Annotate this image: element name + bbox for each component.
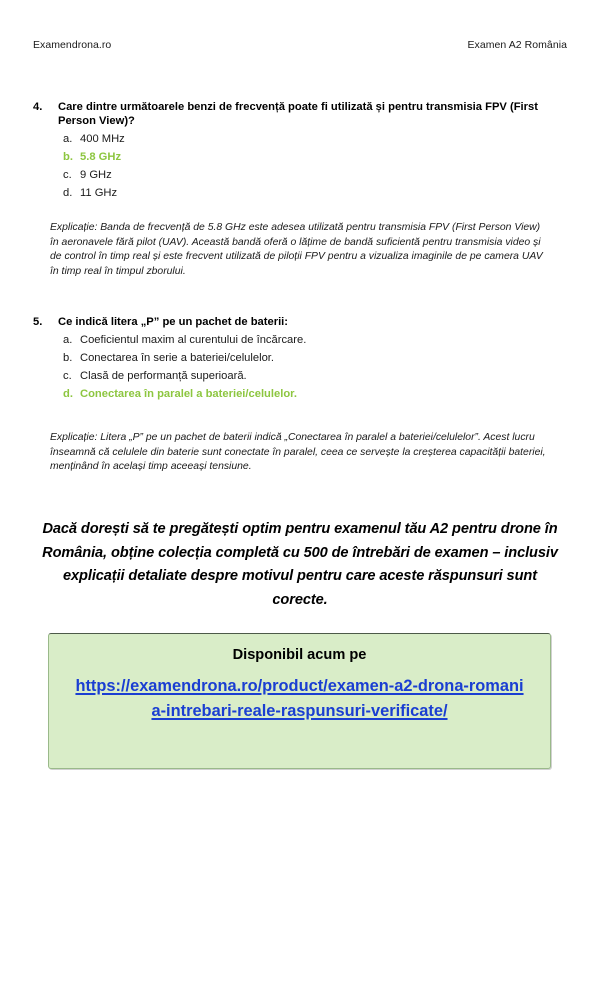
answer-letter: c. [63, 370, 72, 383]
answer-text: 11 GHz [80, 187, 118, 200]
cta-title: Disponibil acum pe [232, 647, 367, 663]
answer-letter: a. [63, 133, 73, 146]
question-block-4 [0, 100, 600, 202]
header-site-name: Examendrona.ro [33, 39, 112, 51]
answer-option-correct[interactable] [0, 385, 600, 403]
question-heading [0, 100, 600, 128]
explanation-text-4: Explicație: Banda de frecvență de 5.8 GHz este adesea utilizată pentru transmisia FPV (First Person View) în aeronavele fără pilot (UAV). Această bandă oferă o lățime de bandă suficientă pentru transmisia video și de control în timp real și este frecvent utilizată de piloții FPV pentru a vizualiza imaginile de pe camera UAV în timp real în timpul zborului. [50, 222, 543, 277]
answer-text: 5.8 GHz [80, 151, 122, 164]
question-text: Care dintre următoarele benzi de frecvență poate fi utilizată și pentru transmisia FPV (First Person View)? [58, 101, 538, 128]
answer-option[interactable] [0, 331, 600, 349]
answer-letter: a. [63, 334, 73, 347]
answer-letter: c. [63, 169, 72, 182]
question-number: 5. [33, 316, 43, 328]
answer-text: Clasă de performanță superioară. [80, 370, 247, 383]
answer-text: 400 MHz [80, 133, 125, 146]
answer-option[interactable] [0, 184, 600, 202]
answer-letter: b. [63, 151, 73, 164]
answer-option[interactable] [0, 349, 600, 367]
explanation-text-5: Explicație: Litera „P” pe un pachet de baterii indică „Conectarea în paralel a bateriei/celulelor”. Acest lucru înseamnă că celulele din baterie sunt conectate în paralel, ceea ce servește la creșterea capacității bateriei, menținând în același timp aceeași tensiune. [50, 432, 546, 473]
answer-letter: d. [63, 187, 73, 200]
answer-list [0, 130, 600, 202]
promo-paragraph: Dacă dorești să te pregătești optim pentru examenul tău A2 pentru drone în România, obține colecția completă cu 500 de întrebări de examen – inclusiv explicații detaliate despre motivul pentru care aceste răspunsuri sunt corecte. [42, 521, 558, 608]
answer-option-correct[interactable] [0, 148, 600, 166]
answer-text: Coeficientul maxim al curentului de încărcare. [80, 334, 307, 347]
answer-list [0, 331, 600, 403]
cta-box [48, 633, 551, 769]
answer-text: 9 GHz [80, 169, 112, 182]
running-header [33, 39, 567, 51]
question-number: 4. [33, 101, 43, 113]
header-exam-title: Examen A2 România [467, 39, 567, 51]
answer-text: Conectarea în paralel a bateriei/celulelor. [80, 388, 298, 401]
answer-letter: d. [63, 388, 73, 401]
question-heading [0, 315, 600, 329]
answer-letter: b. [63, 352, 73, 365]
answer-option[interactable] [0, 130, 600, 148]
question-text: Ce indică litera „P” pe un pachet de baterii: [58, 316, 289, 328]
answer-option[interactable] [0, 166, 600, 184]
answer-text: Conectarea în serie a bateriei/celulelor. [80, 352, 275, 365]
product-link[interactable]: https://examendrona.ro/product/examen-a2-drona-romania-intrebari-reale-raspunsuri-verificate/ [75, 677, 524, 720]
answer-option[interactable] [0, 367, 600, 385]
question-block-5 [0, 315, 600, 403]
